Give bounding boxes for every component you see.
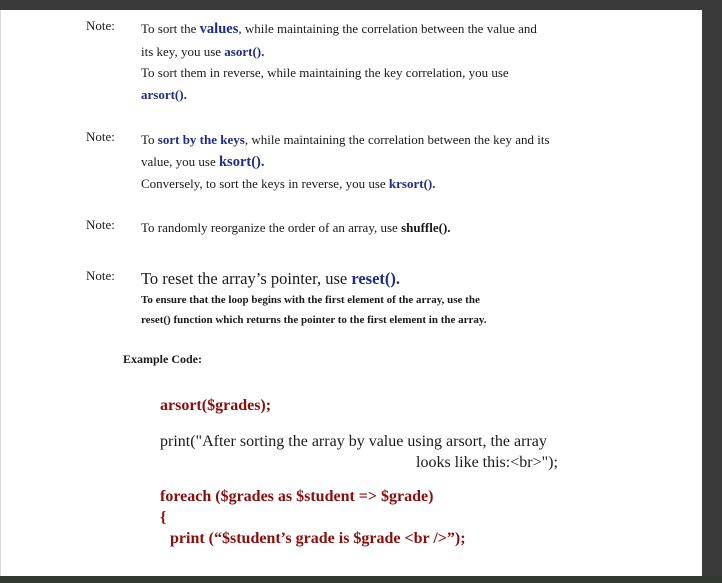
keyword-sort-by-keys: sort by the keys [157, 132, 245, 147]
note-detail: reset() function which returns the pointer to the first element in the array. [141, 313, 487, 326]
code-line-print-grade: print (“$student’s grade is $grade <br />”); [170, 530, 466, 547]
code-line-print-cont: looks like this:<br>"); [416, 454, 558, 471]
note-detail: To ensure that the loop begins with the first element of the array, use the [141, 293, 480, 306]
note-body [141, 268, 611, 330]
note-body [141, 18, 611, 105]
function-krsort: krsort(). [388, 176, 436, 191]
note-text: value, you use [141, 153, 219, 169]
note-text: Conversely, to sort the keys in reverse, you use [141, 176, 389, 191]
note-text: , while maintaining the correlation between the value and [238, 21, 537, 36]
example-code-label: Example Code: [123, 352, 202, 366]
note-text: To reset the array’s pointer, use [141, 269, 352, 288]
note-text: To randomly reorganize the order of an array, use [141, 220, 402, 235]
note-text: To sort them in reverse, while maintaining the key correlation, you use [141, 65, 509, 80]
function-shuffle: shuffle(). [401, 220, 451, 235]
note-text: , while maintaining the correlation between the key and its [244, 132, 550, 147]
keyword-values: values [199, 21, 239, 37]
note-text: To [141, 132, 158, 147]
note-body [141, 217, 611, 239]
note-body [141, 129, 611, 195]
code-line-brace: { [160, 509, 167, 526]
bottom-bar [0, 576, 722, 583]
note-label: Note: [86, 217, 115, 232]
function-ksort: ksort(). [218, 153, 265, 170]
note-text: its key, you use [141, 43, 225, 59]
code-line-print: print("After sorting the array by value using arsort, the array [160, 433, 547, 450]
note-label: Note: [86, 268, 115, 283]
function-arsort: arsort(). [141, 86, 187, 102]
code-line-arsort: arsort($grades); [160, 397, 272, 414]
function-asort: asort(). [224, 43, 265, 59]
note-text: To sort the [141, 21, 200, 36]
note-label: Note: [86, 18, 115, 33]
function-reset: reset(). [351, 269, 401, 288]
code-line-foreach: foreach ($grades as $student => $grade) [160, 488, 434, 505]
note-label: Note: [86, 129, 115, 144]
